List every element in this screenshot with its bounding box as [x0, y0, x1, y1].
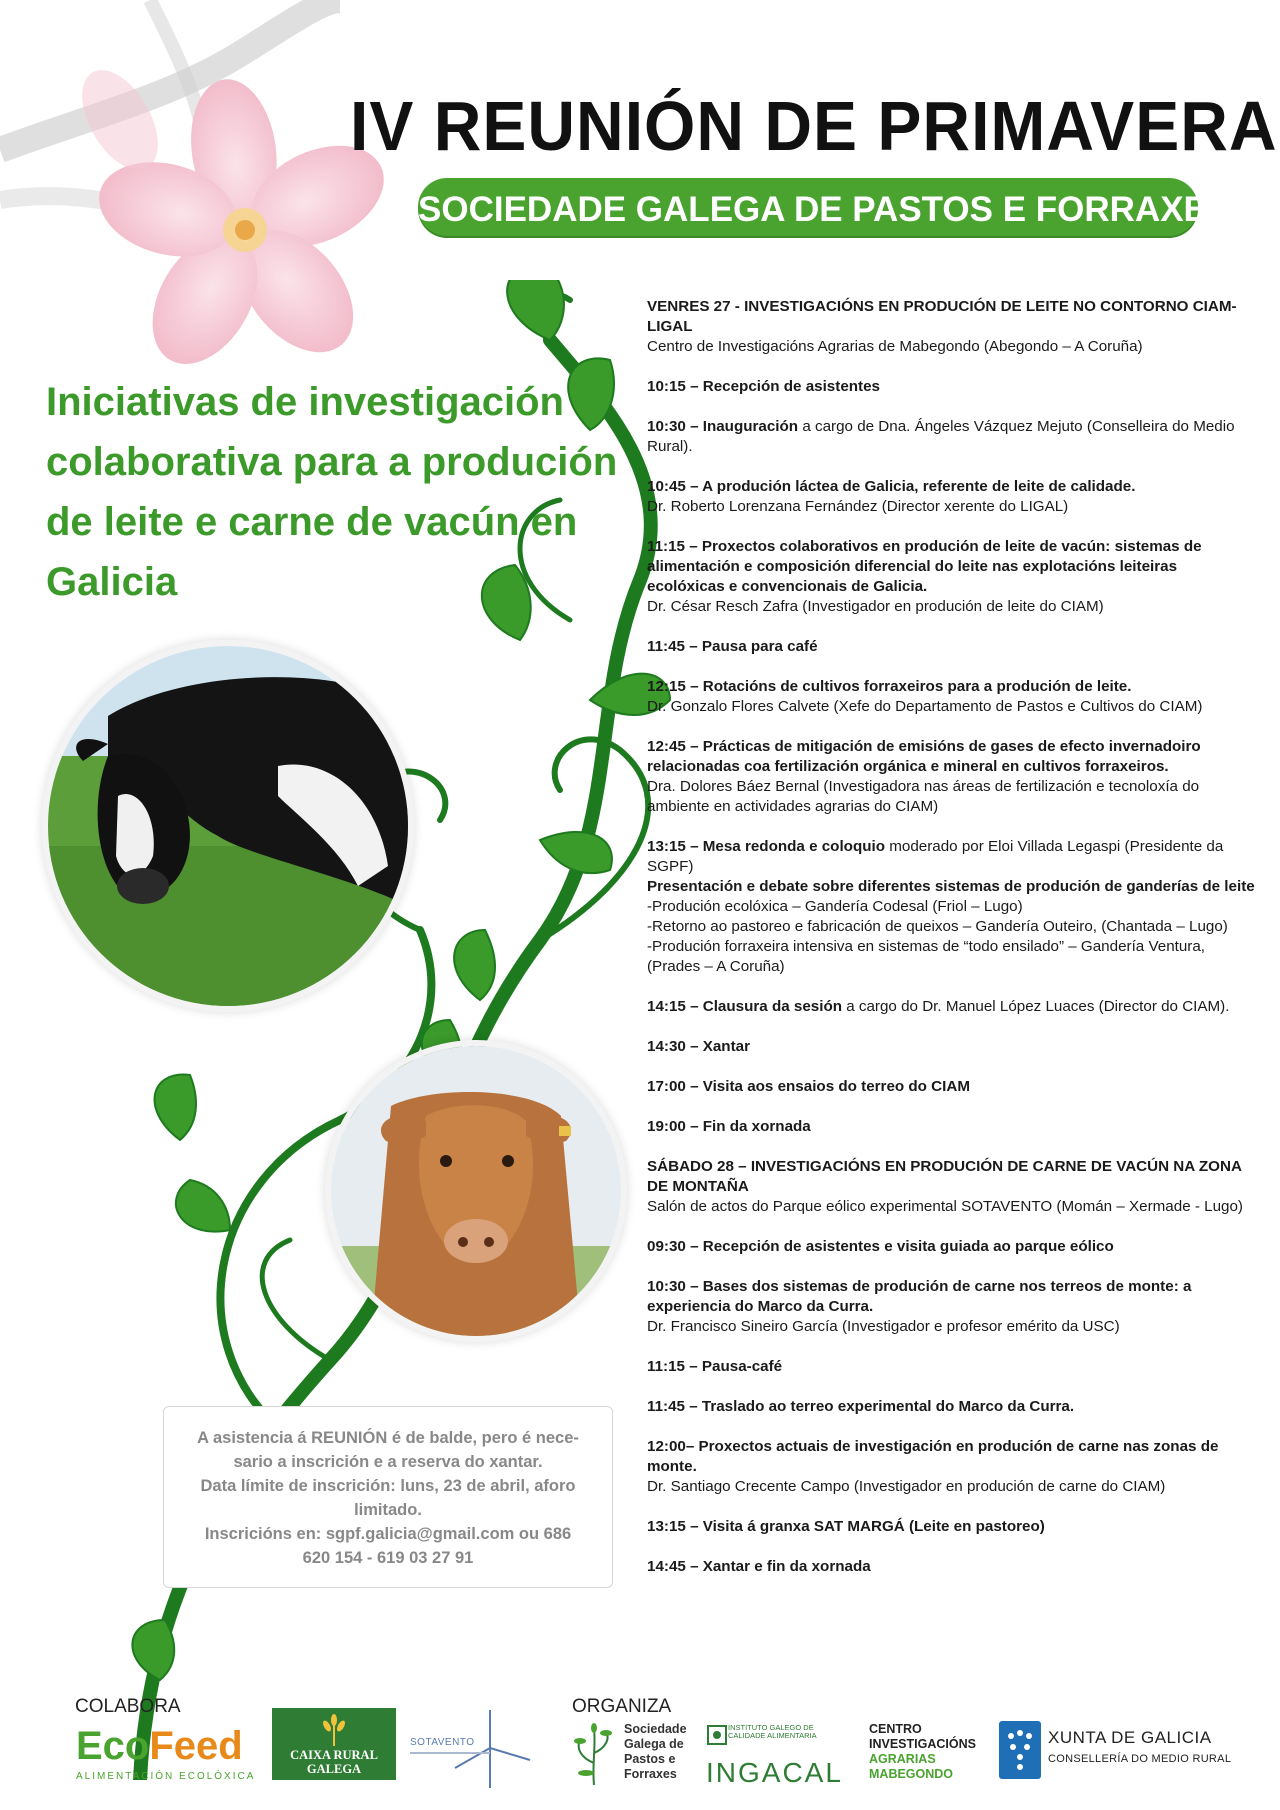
schedule-item	[647, 997, 1257, 1017]
schedule-item	[647, 837, 1257, 977]
ciam-line: INVESTIGACIÓNS	[869, 1737, 976, 1751]
colabora-label: COLABORA	[75, 1696, 181, 1717]
item-speaker: Dra. Dolores Báez Bernal (Investigadora nas áreas de fertilización e tecnoloxía do ambiente en actividades agrarias do CIAM)	[647, 778, 1200, 815]
sgpf-line: Galega de	[624, 1737, 684, 1751]
item-speaker: Dr. Roberto Lorenzana Fernández (Director xerente do LIGAL)	[647, 498, 1069, 515]
schedule-item: 19:00 – Fin da xornada	[647, 1118, 811, 1135]
schedule-item	[647, 477, 1257, 517]
brown-cow-photo	[325, 1040, 627, 1342]
list-item: -Retorno ao pastoreo e fabricación de queixos – Gandería Outeiro, (Chantada – Lugo)	[647, 918, 1228, 935]
item-time-title: 13:15 – Mesa redonda e coloquio	[647, 838, 886, 855]
info-line: sario a inscrición e a reserva do xantar.	[233, 1453, 543, 1471]
schedule-item: 09:30 – Recepción de asistentes e visita guiada ao parque eólico	[647, 1238, 1114, 1255]
subtitle-text: SOCIEDADE GALEGA DE PASTOS E FORRAXES	[418, 190, 1231, 229]
day1-header	[647, 297, 1257, 357]
item-speaker: Dr. Francisco Sineiro García (Investigador e profesor emérito da USC)	[647, 1318, 1120, 1335]
item-time-title: 10:30 – Inauguración	[647, 418, 799, 435]
item-time-title: 12:00– Proxectos actuais de investigación en produción de carne nas zonas de monte.	[647, 1438, 1219, 1475]
ecofeed-feed: Feed	[149, 1724, 243, 1768]
day1-location: Centro de Investigacións Agrarias de Mabegondo (Abegondo – A Coruña)	[647, 338, 1143, 355]
info-line: limitado.	[354, 1501, 422, 1519]
item-speaker: Dr. César Resch Zafra (Investigador en produción de leite do CIAM)	[647, 598, 1104, 615]
item-time-title: 10:45 – A produción láctea de Galicia, referente de leite de calidade.	[647, 478, 1136, 495]
schedule-item: 14:45 – Xantar e fin da xornada	[647, 1558, 871, 1575]
list-item: -Produción forraxeira intensiva en sistemas de “todo ensilado” – Gandería Ventura, (Prades – A Coruña)	[647, 938, 1206, 975]
info-line: A asistencia á REUNIÓN é de balde, pero é nece-	[197, 1429, 579, 1447]
info-line: Inscricións en: sgpf.galicia@gmail.com ou 686	[204, 1525, 572, 1543]
xunta-subtitle: CONSELLERÍA DO MEDIO RURAL	[1048, 1753, 1232, 1765]
schedule-item: 14:30 – Xantar	[647, 1038, 750, 1055]
main-title: IV REUNIÓN DE PRIMAVERA	[350, 87, 1278, 165]
plant-icon	[566, 1723, 621, 1785]
ingacal-institute-text: INSTITUTO GALEGO DE CALIDADE ALIMENTARIA	[728, 1723, 817, 1740]
schedule-item	[647, 1437, 1257, 1497]
schedule-item	[647, 677, 1257, 717]
day1-title: VENRES 27 - INVESTIGACIÓNS EN PRODUCIÓN DE LEITE NO CONTORNO CIAM-LIGAL	[647, 298, 1237, 335]
caixa-line: CAIXA RURAL	[290, 1748, 378, 1762]
schedule-item	[647, 537, 1257, 617]
wheat-icon	[319, 1714, 349, 1746]
ciam-logo-text	[869, 1722, 976, 1782]
schedule-item: 11:15 – Pausa-café	[647, 1358, 783, 1375]
ecofeed-logo	[76, 1724, 255, 1782]
info-line: 620 154 - 619 03 27 91	[302, 1549, 474, 1567]
list-item: -Produción ecolóxica – Gandería Codesal (Friol – Lugo)	[647, 898, 1023, 915]
schedule-item	[647, 1277, 1257, 1337]
sgpf-line: Sociedade	[624, 1722, 687, 1736]
programme-schedule	[647, 297, 1257, 1577]
item-detail: moderado por Eloi Villada Legaspi (Presidente da SGPF)	[647, 838, 1224, 875]
day2-header	[647, 1157, 1257, 1217]
ciam-line: MABEGONDO	[869, 1767, 954, 1781]
schedule-item: 13:15 – Visita á granxa SAT MARGÁ (Leite en pastoreo)	[647, 1518, 1045, 1535]
item-time-title: 14:15 – Clausura da sesión	[647, 998, 842, 1015]
day2-location: Salón de actos do Parque eólico experimental SOTAVENTO (Momán – Xermade - Lugo)	[647, 1198, 1243, 1215]
item-time-title: 12:15 – Rotacións de cultivos forraxeiros para a produción de leite.	[647, 678, 1132, 695]
item-detail: a cargo de Dna. Ángeles Vázquez Mejuto (Conselleira do Medio Rural).	[647, 418, 1235, 455]
sgpf-line: Pastos e	[624, 1752, 676, 1766]
ciam-line: CENTRO	[869, 1722, 922, 1736]
ecofeed-eco: Eco	[76, 1724, 150, 1768]
day2-title: SÁBADO 28 – INVESTIGACIÓNS EN PRODUCIÓN DE CARNE DE VACÚN NA ZONA DE MONTAÑA	[647, 1158, 1242, 1195]
schedule-item: 17:00 – Visita aos ensaios do terreo do CIAM	[647, 1078, 970, 1095]
organiza-label: ORGANIZA	[572, 1696, 672, 1717]
info-line: Data límite de inscrición: luns, 23 de abril, aforo	[200, 1477, 576, 1495]
registration-info-text	[178, 1426, 598, 1570]
ecofeed-tagline: ALIMENTACIÓN ECOLÓXICA	[76, 1771, 256, 1782]
caixa-line: GALEGA	[306, 1762, 362, 1776]
xunta-shield-icon	[999, 1721, 1041, 1779]
headline: Iniciativas de investigación colaborativa para a produción de leite e carne de vacún en Galicia	[46, 380, 618, 604]
ciam-line: AGRARIAS	[869, 1752, 936, 1766]
schedule-item: 11:45 – Pausa para café	[647, 638, 818, 655]
item-detail: a cargo do Dr. Manuel López Luaces (Director do CIAM).	[842, 998, 1230, 1015]
caixa-rural-logo	[272, 1708, 396, 1780]
item-subtitle: Presentación e debate sobre diferentes sistemas de produción de ganderías de leite	[647, 878, 1255, 895]
schedule-item	[647, 417, 1257, 457]
item-speaker: Dr. Santiago Crecente Campo (Investigador en produción de carne do CIAM)	[647, 1478, 1166, 1495]
item-time-title: 11:15 – Proxectos colaborativos en produción de leite de vacún: sistemas de alimentación e composición diferencial do leite nas explotacións leiteiras ecolóxicas e convencionais de Galicia.	[647, 538, 1202, 595]
schedule-item	[647, 737, 1257, 817]
ingacal-logo-text: INGACAL	[706, 1757, 843, 1788]
schedule-item: 10:15 – Recepción de asistentes	[647, 378, 880, 395]
sgpf-logo-text	[624, 1722, 687, 1782]
sgpf-line: Forraxes	[624, 1767, 677, 1781]
item-speaker: Dr. Gonzalo Flores Calvete (Xefe do Departamento de Pastos e Cultivos do CIAM)	[647, 698, 1203, 715]
wind-turbine-icon	[410, 1708, 535, 1788]
schedule-item: 11:45 – Traslado ao terreo experimental do Marco da Curra.	[647, 1398, 1075, 1415]
sotavento-logo-text: SOTAVENTO	[410, 1737, 475, 1748]
xunta-title: XUNTA DE GALICIA	[1048, 1728, 1212, 1747]
holstein-cow-photo	[42, 640, 414, 1012]
item-time-title: 12:45 – Prácticas de mitigación de emisións de gases de efecto invernadoiro relacionadas coa fertilización orgánica e mineral en cultivos forraxeiros.	[647, 738, 1201, 775]
item-time-title: 10:30 – Bases dos sistemas de produción de carne nos terreos de monte: a experiencia do Marco da Curra.	[647, 1278, 1192, 1315]
